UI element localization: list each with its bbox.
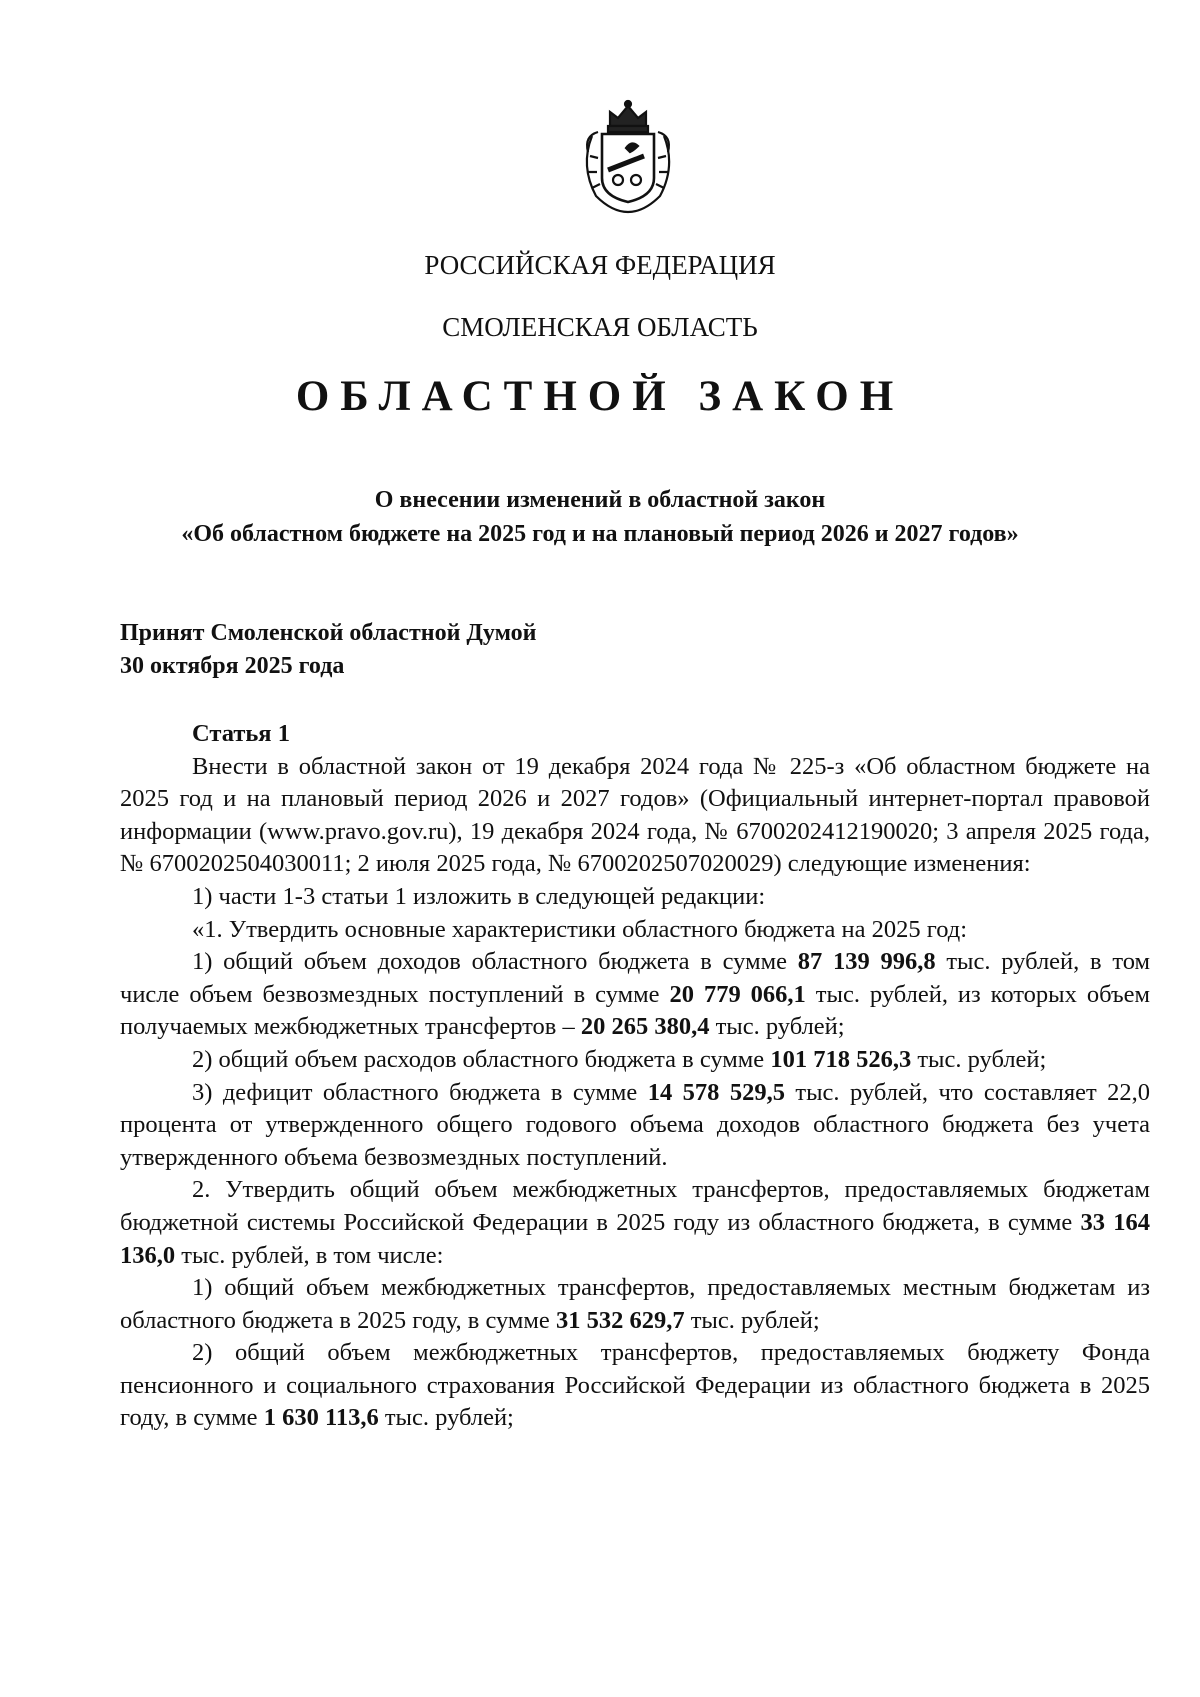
pension-fund-transfers-total: 1 630 113,6 bbox=[263, 1404, 379, 1432]
income-total: 87 139 996,8 bbox=[797, 948, 936, 976]
law-title-line2: «Об областном бюджете на 2025 год и на плановый период 2026 и 2027 годов» bbox=[181, 521, 1019, 547]
law-title-line1: О внесении изменений в областной закон bbox=[374, 487, 826, 513]
transfers-total: 33 164 136,0 bbox=[120, 1208, 1151, 1269]
paragraph-income: 1) общий объем доходов областного бюджета в сумме 87 139 996,8 тыс. рублей, в том числе объем безвозмездных поступлений в сумме 20 779 066,1 тыс. рублей, из которых объем получаемых межбюджетных трансфертов – 20 265 380,4 тыс. рублей; bbox=[120, 948, 1151, 1041]
local-transfers-total: 31 532 629,7 bbox=[555, 1306, 685, 1334]
paragraph-expenses: 2) общий объем расходов областного бюджета в сумме 101 718 526,3 тыс. рублей; bbox=[192, 1045, 1047, 1073]
expenses-total: 101 718 526,3 bbox=[770, 1045, 912, 1073]
article-intro: Внести в областной закон от 19 декабря 2024 года № 225-з «Об областном бюджете на 2025 год и на плановый период 2026 и 2027 годов» (Официальный интернет-портал правовой информации (www.pravo.gov.ru), 19 декабря 2024 года, № 6700202412190020; 3 апреля 2025 года, № 6700202504030011; 2 июля 2025 года, № 6700202507020029) следующие изменения: bbox=[120, 752, 1150, 878]
deficit-total: 14 578 529,5 bbox=[647, 1078, 785, 1106]
document-type-title: ОБЛАСТНОЙ ЗАКОН bbox=[295, 373, 905, 420]
adoption-line: Принят Смоленской областной Думой bbox=[120, 620, 537, 646]
paragraph-local-transfers: 1) общий объем межбюджетных трансфертов, предоставляемых местным бюджетам из областного бюджета в 2025 году, в сумме 31 532 629,7 тыс. рублей; bbox=[120, 1274, 1150, 1334]
interbudget-transfers-received: 20 265 380,4 bbox=[580, 1013, 710, 1041]
adoption-date: 30 октября 2025 года bbox=[120, 653, 345, 679]
paragraph-transfers: 2. Утвердить общий объем межбюджетных трансфертов, предоставляемых бюджетам бюджетной системы Российской Федерации в 2025 году из областного бюджета, в сумме 33 164 136,0 тыс. рублей, в том числе: bbox=[120, 1176, 1151, 1269]
gratuitous-receipts: 20 779 066,1 bbox=[669, 980, 806, 1008]
paragraph-1: 1) части 1-3 статьи 1 изложить в следующей редакции: bbox=[192, 882, 766, 910]
paragraph-deficit: 3) дефицит областного бюджета в сумме 14 578 529,5 тыс. рублей, что составляет 22,0 процента от утвержденного общего годового объема доходов областного бюджета без учета утвержденного объема безвозмездных поступлений. bbox=[120, 1078, 1150, 1171]
article-body bbox=[120, 718, 1150, 1435]
country-heading: РОССИЙСКАЯ ФЕДЕРАЦИЯ bbox=[424, 250, 776, 280]
paragraph-2: «1. Утвердить основные характеристики областного бюджета на 2025 год: bbox=[192, 915, 968, 943]
coat-of-arms-icon bbox=[572, 96, 684, 218]
article-heading: Статья 1 bbox=[192, 720, 290, 747]
region-heading: СМОЛЕНСКАЯ ОБЛАСТЬ bbox=[442, 312, 758, 342]
paragraph-pension-fund-transfers: 2) общий объем межбюджетных трансфертов, предоставляемых бюджету Фонда пенсионного и социального страхования Российской Федерации из областного бюджета в 2025 году, в сумме 1 630 113,6 тыс. рублей; bbox=[120, 1339, 1150, 1432]
